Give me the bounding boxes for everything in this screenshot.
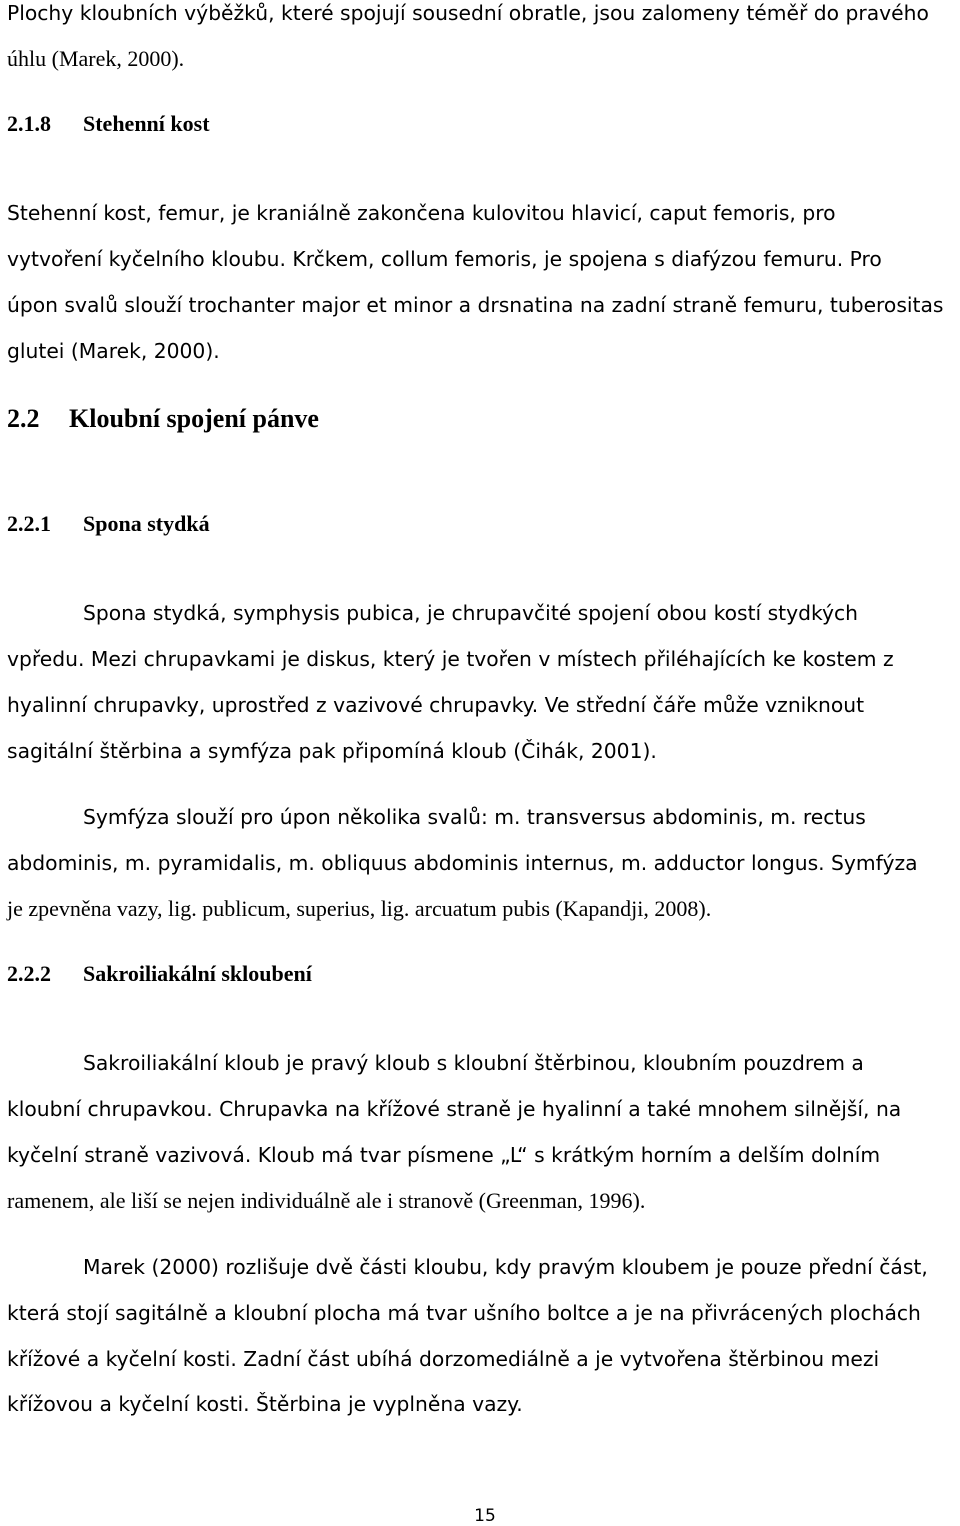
paragraph-line: hyalinní chrupavky, uprostřed z vazivové chrupavky. Ve střední čáře může vzniknout	[7, 693, 865, 717]
paragraph-line: Spona stydká, symphysis pubica, je chrupavčité spojení obou kostí stydkých	[83, 601, 859, 625]
paragraph-line: Plochy kloubních výběžků, které spojují sousední obratle, jsou zalomeny téměř do pravého	[7, 1, 929, 25]
paragraph-line: je zpevněna vazy, lig. publicum, superius, lig. arcuatum pubis (Kapandji, 2008).	[7, 896, 712, 921]
paragraph-line: vpředu. Mezi chrupavkami je diskus, který je tvořen v místech přiléhajících ke kostem z	[7, 647, 894, 671]
paragraph-line: sagitální štěrbina a symfýza pak připomíná kloub (Čihák, 2001).	[7, 739, 657, 763]
heading-number: 2.2	[7, 404, 40, 433]
heading-title: Stehenní kost	[83, 111, 210, 136]
section-heading	[7, 961, 312, 987]
paragraph-line: Sakroiliakální kloub je pravý kloub s kloubní štěrbinou, kloubním pouzdrem a	[83, 1051, 864, 1075]
paragraph-line: která stojí sagitálně a kloubní plocha má tvar ušního boltce a je na přivrácených plochách	[7, 1301, 921, 1325]
heading-number: 2.1.8	[7, 111, 51, 136]
page-number: 15	[474, 1506, 496, 1526]
paragraph-line: Stehenní kost, femur, je kraniálně zakončena kulovitou hlavicí, caput femoris, pro	[7, 201, 836, 225]
paragraph-line: vytvoření kyčelního kloubu. Krčkem, collum femoris, je spojena s diafýzou femuru. Pro	[7, 247, 882, 271]
paragraph-line: kloubní chrupavkou. Chrupavka na křížové straně je hyalinní a také mnohem silnější, na	[7, 1097, 902, 1121]
paragraph-line: ramenem, ale liší se nejen individuálně ale i stranově (Greenman, 1996).	[7, 1188, 646, 1213]
heading-title: Kloubní spojení pánve	[69, 404, 319, 433]
section-heading	[7, 511, 210, 537]
section-heading	[7, 111, 210, 137]
paragraph-line: Symfýza slouží pro úpon několika svalů: m. transversus abdominis, m. rectus	[83, 805, 866, 829]
paragraph-line: glutei (Marek, 2000).	[7, 339, 220, 363]
paragraph-line: abdominis, m. pyramidalis, m. obliquus abdominis internus, m. adductor longus. Symfýza	[7, 851, 918, 875]
heading-title: Spona stydká	[83, 511, 210, 536]
heading-number: 2.2.2	[7, 961, 51, 986]
section-heading	[7, 404, 319, 434]
paragraph-line: Marek (2000) rozlišuje dvě části kloubu, kdy pravým kloubem je pouze přední část,	[83, 1255, 928, 1279]
paragraph-line: křížovou a kyčelní kosti. Štěrbina je vyplněna vazy.	[7, 1392, 523, 1416]
paragraph-line: křížové a kyčelní kosti. Zadní část ubíhá dorzomediálně a je vytvořena štěrbinou mezi	[7, 1347, 880, 1371]
paragraph-line: kyčelní straně vazivová. Kloub má tvar písmene „L“ s krátkým horním a delším dolním	[7, 1143, 881, 1167]
paragraph-line: úhlu (Marek, 2000).	[7, 46, 185, 71]
paragraph-line: úpon svalů slouží trochanter major et minor a drsnatina na zadní straně femuru, tuberositas	[7, 293, 944, 317]
heading-number: 2.2.1	[7, 511, 51, 536]
heading-title: Sakroiliakální skloubení	[83, 961, 312, 986]
